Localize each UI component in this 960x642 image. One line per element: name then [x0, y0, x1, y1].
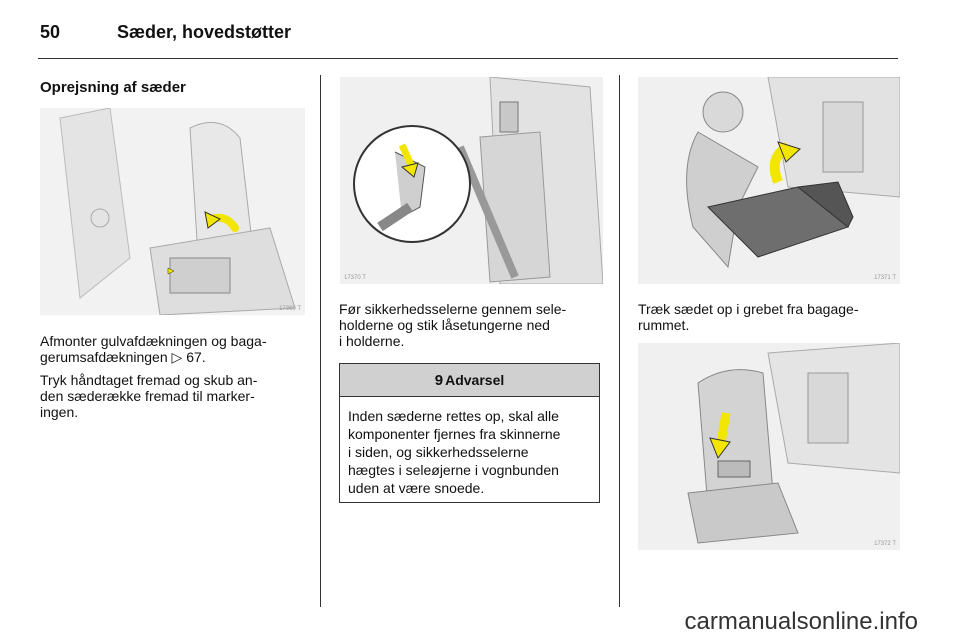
page-reference-icon: ▷: [171, 349, 183, 365]
page-title: Sæder, hovedstøtter: [117, 22, 292, 42]
warning-title: Advarsel: [445, 372, 505, 388]
figure-lower-seat: [638, 343, 900, 550]
warning-text: Inden sæderne rettes op, skal alle komponenter fjernes fra skinnerne i siden, og sikkerhedsselerne hægtes i seleøjerne i vognbunden uden at være snoede.: [348, 408, 561, 496]
page-reference-number: 67.: [186, 349, 206, 365]
column-divider-2: [619, 75, 620, 607]
paragraph-push-handle: Tryk håndtaget fremad og skub an- den sæderække fremad til marker- ingen.: [40, 372, 258, 420]
figure-code: 17372 T: [874, 541, 896, 547]
warning-triangle-icon: 9: [434, 372, 444, 389]
watermark: carmanualsonline.info: [684, 608, 918, 635]
figure-pull-seat: [638, 77, 900, 284]
column-1-text: [40, 333, 310, 427]
paragraph-remove-covers: [40, 333, 310, 365]
paragraph-pull-seat: Træk sædet op i grebet fra bagage- rummet.: [638, 301, 859, 333]
figure-code: 17369 T: [279, 306, 301, 312]
warning-header: [340, 364, 599, 397]
column-3-text: [638, 301, 900, 340]
pull-seat-illustration: [638, 77, 900, 284]
page-number: 50: [40, 22, 61, 42]
section-title: Oprejsning af sæder: [40, 79, 186, 96]
lower-seat-illustration: [638, 343, 900, 550]
header-divider: [38, 58, 898, 59]
paragraph-seatbelt: Før sikkerhedsselerne gennem sele- holderne og stik låsetungerne ned i holderne.: [339, 301, 567, 349]
figure-code: 17371 T: [874, 275, 896, 281]
paragraph-remove-covers-text: Afmonter gulvafdækningen og baga- gerumsafdækningen: [40, 333, 267, 365]
figure-seat-handle: [40, 108, 305, 315]
column-2-text: [339, 301, 609, 356]
column-divider-1: [320, 75, 321, 607]
figure-code: 17370 T: [344, 275, 366, 281]
page-header: [0, 0, 960, 60]
figure-seatbelt-holder: [340, 77, 603, 284]
seatbelt-holder-illustration: [340, 77, 603, 284]
warning-box: [339, 363, 600, 503]
seat-handle-illustration: [40, 108, 305, 315]
